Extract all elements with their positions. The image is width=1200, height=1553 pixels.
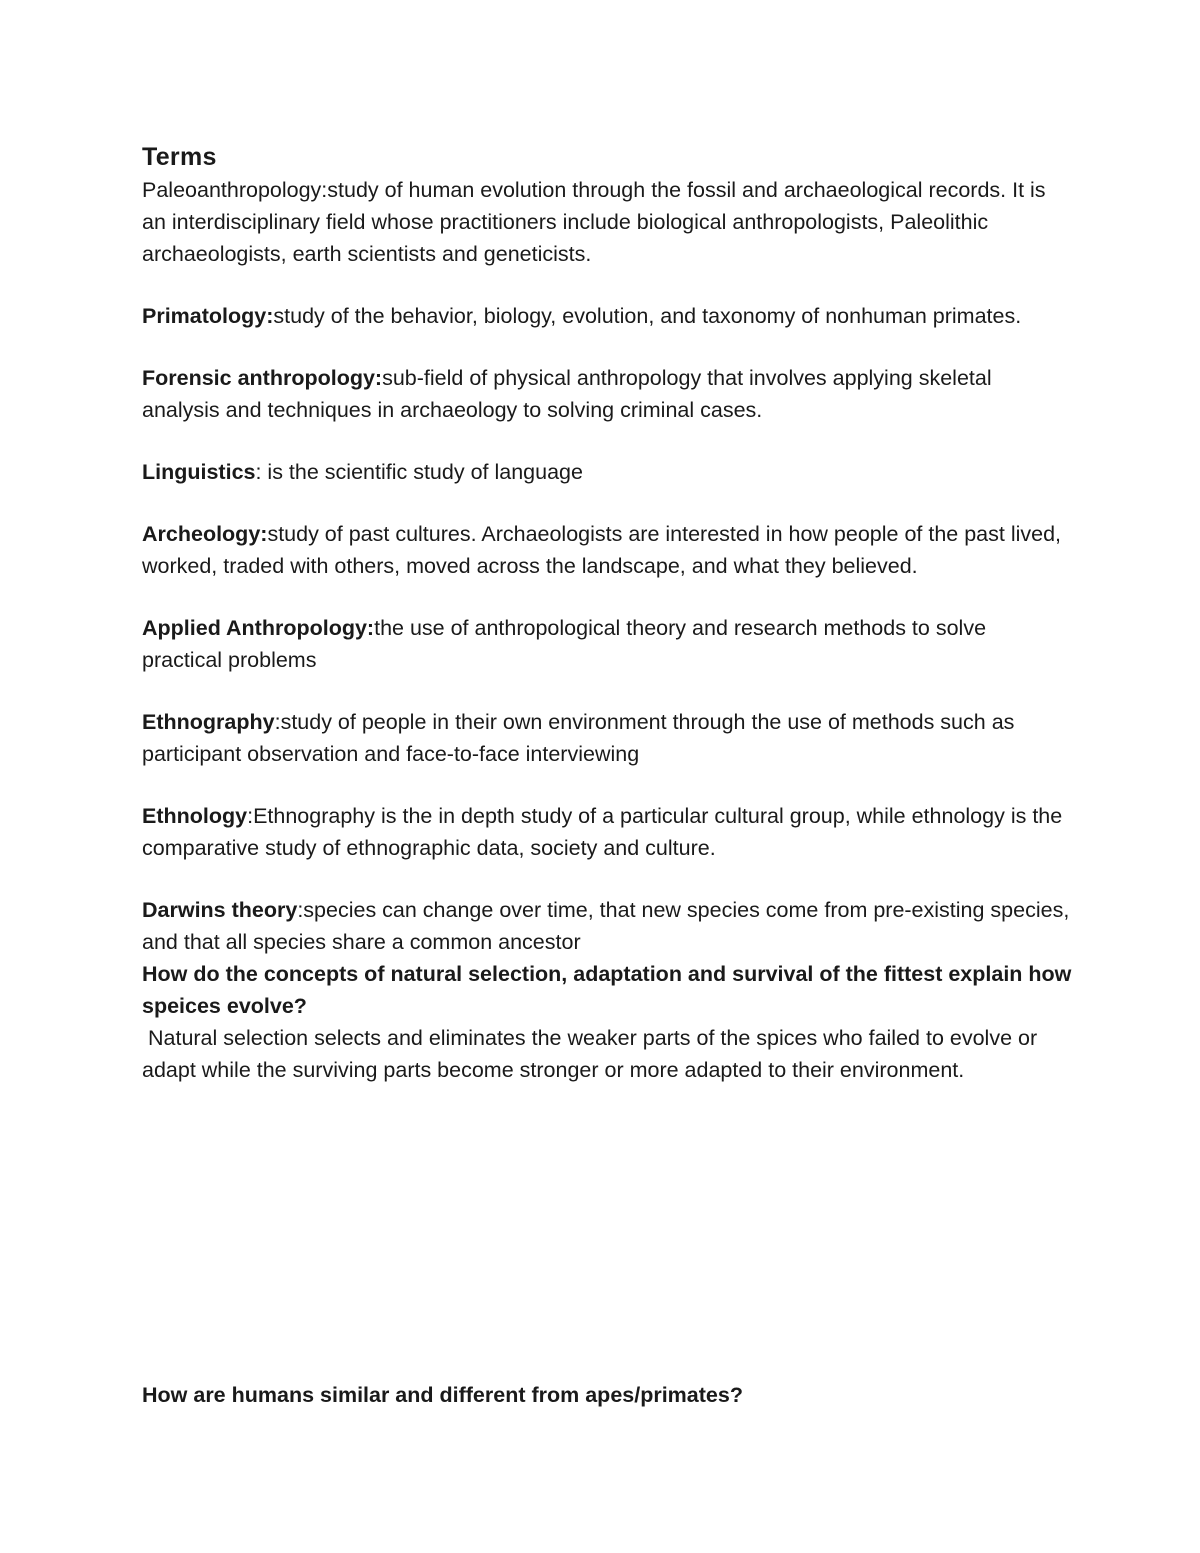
term-definition: :study of people in their own environment through the use of methods such as participant observation and face-to-face interviewing xyxy=(142,710,1015,766)
question-natural-selection: How do the concepts of natural selection, adaptation and survival of the fittest explain how speices evolve? xyxy=(142,962,1072,1018)
term-linguistics xyxy=(142,456,1072,488)
term-label: Ethnology xyxy=(142,804,248,828)
question-humans-vs-apes: How are humans similar and different from apes/primates? xyxy=(142,1383,743,1407)
term-label: Applied Anthropology: xyxy=(142,616,375,640)
term-darwins-theory xyxy=(142,894,1072,958)
term-definition: the use of anthropological theory and research methods to solve practical problems xyxy=(142,616,987,672)
term-label: Paleoanthropology: xyxy=(142,178,328,202)
term-label: Darwins theory xyxy=(142,898,298,922)
term-label: Linguistics xyxy=(142,460,256,484)
term-label: Forensic anthropology: xyxy=(142,366,383,390)
term-label: Primatology: xyxy=(142,304,274,328)
term-applied-anthropology xyxy=(142,612,1072,676)
term-ethnology xyxy=(142,800,1072,864)
term-definition: study of human evolution through the fossil and archaeological records. It is an interdisciplinary field whose practitioners include biological anthropologists, Paleolithic archaeologists, earth scientists and geneticists. xyxy=(142,178,1046,266)
term-definition: study of past cultures. Archaeologists are interested in how people of the past lived, worked, traded with others, moved across the landscape, and what they believed. xyxy=(142,522,1062,578)
answer-natural-selection: Natural selection selects and eliminates the weaker parts of the spices who failed to evolve or adapt while the surviving parts become stronger or more adapted to their environment. xyxy=(142,1026,1044,1082)
term-label: Ethnography xyxy=(142,710,275,734)
term-definition: : is the scientific study of language xyxy=(255,460,583,484)
term-ethnography xyxy=(142,706,1072,770)
document-body xyxy=(142,140,1072,1086)
document-title: Terms xyxy=(142,143,217,171)
term-paleoanthropology xyxy=(142,174,1072,270)
term-forensic-anthropology xyxy=(142,362,1072,426)
term-definition: :Ethnography is the in depth study of a particular cultural group, while ethnology is the comparative study of ethnographic data, society and culture. xyxy=(142,804,1063,860)
term-label: Archeology: xyxy=(142,522,268,546)
term-archeology xyxy=(142,518,1072,582)
term-definition: :species can change over time, that new species come from pre-existing species, and that all species share a common ancestor xyxy=(142,898,1070,954)
term-definition: study of the behavior, biology, evolution, and taxonomy of nonhuman primates. xyxy=(273,304,1022,328)
term-definition: sub-field of physical anthropology that involves applying skeletal analysis and techniques in archaeology to solving criminal cases. xyxy=(142,366,992,422)
term-primatology xyxy=(142,300,1072,332)
